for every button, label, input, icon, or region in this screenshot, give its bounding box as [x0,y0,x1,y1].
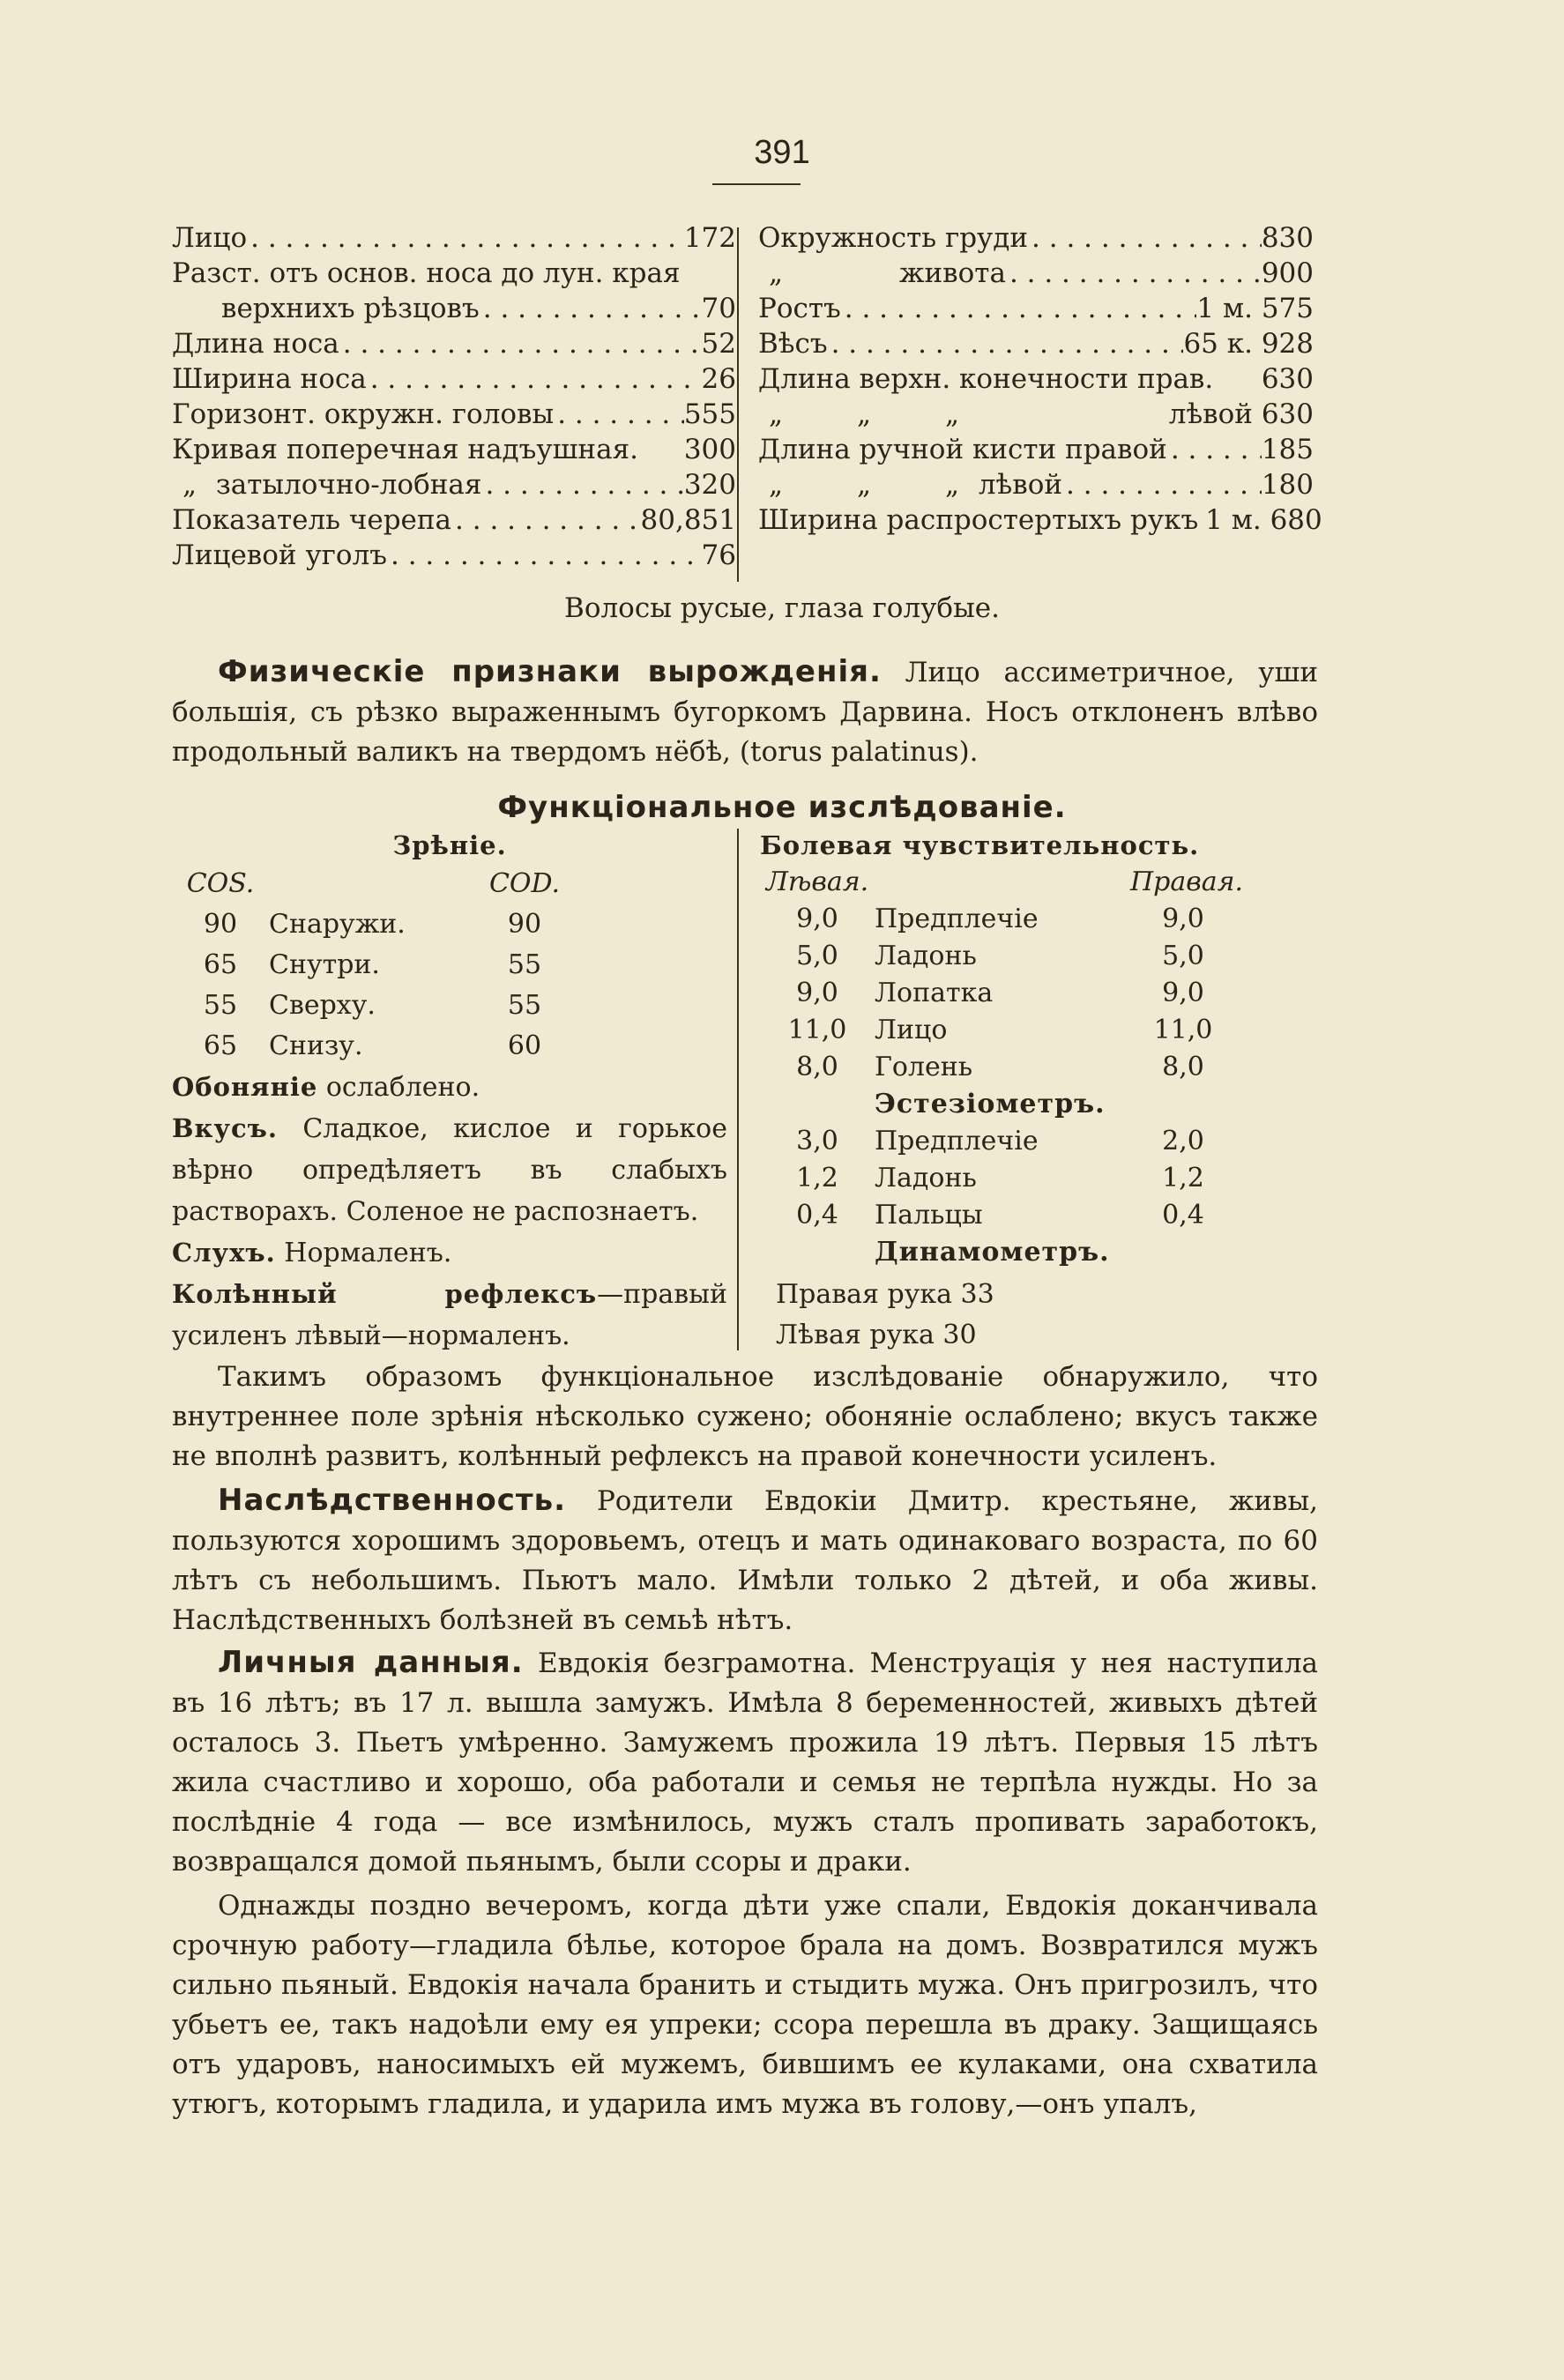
section-heading: Физическіе признаки вырожденія. [218,654,882,689]
measure-row: Показатель черепа . . . 80,851 [172,502,736,538]
knee-reflex-paragraph: Колѣнный рефлексъ—правый усиленъ лѣвый—нормаленъ. [172,1279,727,1351]
functional-title: Функціональное изслѣдованіе. [497,790,1067,825]
measure-row: Длина верхн. конечности прав. 630 [758,363,1314,395]
leader-dots [1062,467,1262,502]
dynamometer-right: Правая рука 33 [776,1279,994,1310]
hair-eyes-line: Волосы русые, глаза голубые. [564,592,1000,624]
measure-row: Длина ручной кисти правой . . . 185 [758,432,1314,467]
measure-row: Лицо . . . 172 [172,220,736,256]
leader-dots [828,326,1184,361]
leader-dots [1006,256,1262,291]
column-divider [737,227,739,582]
esthesiometer-heading: Эстезіометръ. [875,1089,1106,1119]
ditto-mark: „ [182,469,197,501]
pain-heading: Болевая чувствительность. [760,830,1200,860]
degeneration-paragraph: Физическіе признаки вырожденія. Лицо ассиметричное, уши большія, съ рѣзко выраженнымъ бугоркомъ Дарвина. Носъ отклоненъ влѣво продольный валикъ на твердомъ нёбѣ, (torus palatinus). [172,654,1319,768]
measure-row: Окружность груди . . . 830 [758,220,1314,256]
page-number: 391 [754,134,810,171]
measure-row: Вѣсъ . . . 65 к. 928 [758,326,1314,361]
measure-row: верхнихъ рѣзцовъ . . . 70 [172,291,736,326]
measure-row: Длина носа . . . 52 [172,326,736,361]
column-divider [737,829,739,1350]
page-number-rule [712,183,801,185]
leader-dots [1167,432,1262,467]
pain-column [760,827,1289,1356]
hearing-line: Слухъ. Нормаленъ. [172,1238,452,1268]
pain-table: Лѣвая. Правая. 9,0 Предплечіе 9,0 5,0 Ладонь 5,0 9,0 Лопатка 9,0 11,0 Лицо 11,0 8,0 Голень 8,0 Эстезіометръ. 3,0 Предплечіе 2,0 1,2 Ладонь 1,2 0,4 Пальцы 0,4 Динамометръ. [760,864,1289,1271]
leader-dots [387,538,702,573]
measurements-right [758,220,1322,538]
measure-row: „ живота . . . 900 [758,256,1314,291]
smell-line: Обоняніе ослаблено. [172,1072,480,1103]
measure-row: Разст. отъ основ. носа до лун. края [172,257,681,289]
vision-column [172,827,727,1357]
measure-row: Ширина распростертыхъ рукъ 1 м. 680 [758,504,1322,536]
measure-row: Ширина носа . . . 26 [172,361,736,397]
summary-paragraph: Такимъ образомъ функціональное изслѣдованіе обнаружило, что внутреннее поле зрѣнія нѣсколько сужено; обоняніе ослаблено; вкусъ также не вполнѣ развитъ, колѣнный рефлексъ на правой конечности усиленъ. [172,1361,1318,1472]
leader-dots [841,291,1197,326]
measure-row: „ „ „ лѣвой 630 [768,398,1314,430]
leader-dots [451,502,640,538]
leader-dots [1028,220,1262,256]
vision-heading: Зрѣніе. [392,830,507,860]
personal-paragraph: Личныя данныя. Евдокія безграмотна. Менструація у нея наступила въ 16 лѣтъ; въ 17 л. вышла замужъ. Имѣла 8 беременностей, живыхъ дѣтей осталось 3. Пьетъ умѣренно. Замужемъ прожила 19 лѣтъ. Первыя 15 лѣтъ жила счастливо и хорошо, оба работали и семья не терпѣла нужды. Но за послѣдніе 4 года — все измѣнилось, мужъ сталъ пропивать заработокъ, возвращался домой пьянымъ, были ссоры и драки. [172,1645,1318,1878]
taste-paragraph: Вкусъ. Сладкое, кислое и горькое вѣрно опредѣляетъ въ слабыхъ растворахъ. Соленое не распознаетъ. [172,1113,727,1227]
leader-dots [480,291,702,326]
leader-dots [247,220,684,256]
section-heading: Наслѣдственность. [218,1483,566,1518]
leader-dots [481,467,683,502]
measure-row: „ „ „ лѣвой . . . 180 [758,467,1314,502]
measurements-left [172,220,736,573]
dynamometer-heading: Динамометръ. [875,1237,1110,1268]
vision-table: COS. COD. 90 Снаружи. 90 65 Снутри. 55 55 Сверху. 55 65 Снизу. 60 [186,868,561,1061]
measure-row: Горизонт. окружн. головы . . . 555 [172,397,736,432]
leader-dots [339,326,702,361]
measure-row: „ затылочно-лобная . . . 320 [172,467,736,502]
story-paragraph: Однажды поздно вечеромъ, когда дѣти уже спали, Евдокія доканчивала срочную работу—гладила бѣлье, которое брала на домъ. Возвратился мужъ сильно пьяный. Евдокія начала бранить и стыдить мужа. Онъ пригрозилъ, что убьетъ ее, такъ надоѣли ему ея упреки; ссора перешла въ драку. Защищаясь отъ ударовъ, наносимыхъ ей мужемъ, бившимъ ее кулаками, она схватила утюгъ, которымъ гладила, и ударила имъ мужа въ голову,—онъ упалъ, [172,1890,1318,2120]
heredity-paragraph: Наслѣдственность. Родители Евдокіи Дмитр. крестьяне, живы, пользуются хорошимъ здоровьемъ, отецъ и мать одинаковаго возраста, по 60 лѣтъ съ небольшимъ. Пьютъ мало. Имѣли только 2 дѣтей, и оба живы. Наслѣдственныхъ болѣзней въ семьѣ нѣтъ. [172,1483,1318,1636]
leader-dots [554,397,684,432]
measure-row: Кривая поперечная надъушная. 300 [172,434,736,465]
measure-row: Лицевой уголъ . . . 76 [172,538,736,573]
leader-dots [367,361,702,397]
section-heading: Личныя данныя. [218,1645,524,1680]
ditto-mark: „ [768,257,784,289]
dynamometer-left: Лѣвая рука 30 [776,1320,977,1350]
measure-row: Ростъ . . . 1 м. 575 [758,291,1314,326]
